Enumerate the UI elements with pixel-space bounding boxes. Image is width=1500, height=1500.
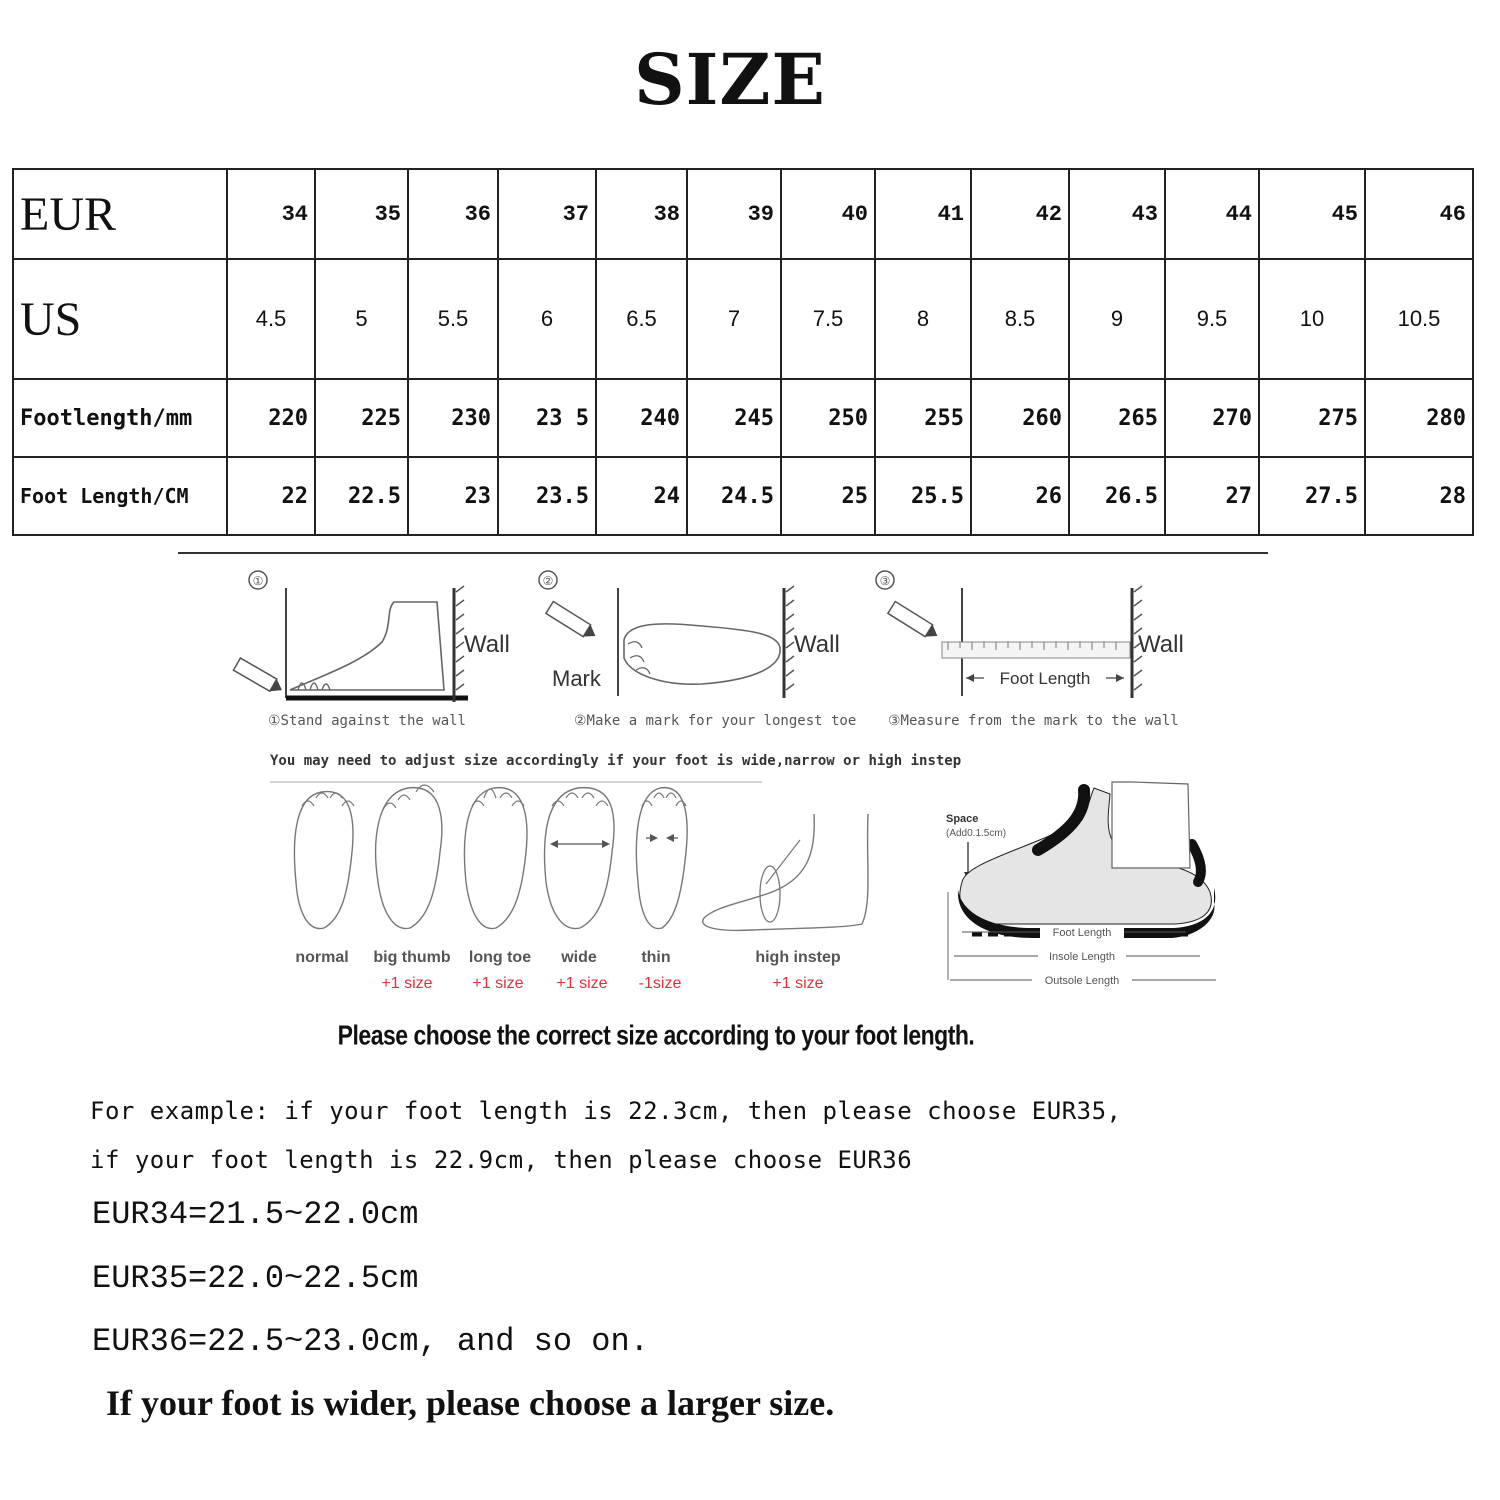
us-cell: 9 — [1069, 259, 1165, 379]
eur-cell: 45 — [1259, 169, 1365, 259]
foot-type-label: high instep — [755, 949, 841, 966]
insole-length-label: Insole Length — [1048, 951, 1116, 963]
outsole-length-label: Outsole Length — [1044, 975, 1120, 987]
step-1-number: ① — [252, 574, 264, 588]
foot-type-label: big thumb — [373, 949, 451, 966]
us-cell: 9.5 — [1165, 259, 1259, 379]
foot-cm-cell: 24.5 — [687, 457, 781, 535]
foot-length-label: Foot Length — [1052, 927, 1112, 939]
us-cell: 8.5 — [971, 259, 1069, 379]
step-3-foot-length-label: Foot Length — [999, 669, 1091, 688]
foot-cm-cell: 28 — [1365, 457, 1473, 535]
foot-mm-cell: 265 — [1069, 379, 1165, 457]
step-1-illustration — [233, 571, 509, 729]
foot-mm-cell: 270 — [1165, 379, 1259, 457]
step-2-mark-label: Mark — [552, 666, 601, 691]
us-cell: 5 — [315, 259, 408, 379]
eur-row — [13, 169, 1473, 259]
us-cell: 4.5 — [227, 259, 315, 379]
foot-type-high-instep — [703, 814, 868, 992]
size-equivalence: EUR36=22.5~23.0cm, and so on. — [92, 1323, 649, 1360]
foot-type-adjust: -1size — [638, 975, 682, 992]
us-cell: 10.5 — [1365, 259, 1473, 379]
foot-mm-cell: 240 — [596, 379, 687, 457]
size-table — [12, 168, 1474, 536]
eur-cell: 44 — [1165, 169, 1259, 259]
foot-type-label: normal — [295, 949, 349, 966]
foot-cm-cell: 24 — [596, 457, 687, 535]
foot-type-normal — [294, 792, 354, 966]
foot-type-label: wide — [561, 949, 597, 966]
page-title: SIZE — [634, 38, 826, 121]
foot-cm-cell: 25.5 — [875, 457, 971, 535]
foot-cm-cell: 22.5 — [315, 457, 408, 535]
foot-mm-row — [13, 379, 1473, 457]
eur-cell: 42 — [971, 169, 1069, 259]
us-cell: 5.5 — [408, 259, 498, 379]
foot-mm-cell: 280 — [1365, 379, 1473, 457]
foot-cm-row — [13, 457, 1473, 535]
step-1-caption: ①Stand against the wall — [268, 713, 466, 729]
eur-cell: 38 — [596, 169, 687, 259]
step-1-wall-label: Wall — [464, 631, 510, 658]
eur-cell: 35 — [315, 169, 408, 259]
foot-mm-cell: 260 — [971, 379, 1069, 457]
space-label: Space — [946, 813, 979, 825]
foot-type-big-thumb — [373, 785, 451, 992]
foot-mm-cell: 225 — [315, 379, 408, 457]
size-equivalence: EUR35=22.0~22.5cm — [92, 1260, 419, 1297]
foot-mm-cell: 23 5 — [498, 379, 596, 457]
step-2-wall-label: Wall — [794, 631, 840, 658]
eur-cell: 37 — [498, 169, 596, 259]
foot-cm-cell: 25 — [781, 457, 875, 535]
eur-cell: 39 — [687, 169, 781, 259]
wider-foot-note: If your foot is wider, please choose a larger size. — [106, 1383, 835, 1423]
eur-cell: 40 — [781, 169, 875, 259]
size-equivalence: EUR34=21.5~22.0cm — [92, 1196, 419, 1233]
foot-cm-cell: 26.5 — [1069, 457, 1165, 535]
foot-type-wide — [545, 788, 615, 992]
foot-type-adjust: +1 size — [472, 975, 524, 992]
eur-cell: 41 — [875, 169, 971, 259]
eur-cell: 46 — [1365, 169, 1473, 259]
us-cell: 10 — [1259, 259, 1365, 379]
shoe-diagram — [946, 782, 1216, 987]
foot-type-adjust: +1 size — [381, 975, 433, 992]
divider-line — [178, 552, 1268, 554]
choose-size-note: Please choose the correct size according to your foot length. — [337, 1019, 975, 1051]
us-cell: 6 — [498, 259, 596, 379]
step-3-number: ③ — [879, 574, 891, 588]
foot-mm-cell: 245 — [687, 379, 781, 457]
eur-cell: 43 — [1069, 169, 1165, 259]
foot-type-adjust: +1 size — [772, 975, 824, 992]
row-label-us: US — [13, 259, 227, 379]
foot-mm-cell: 220 — [227, 379, 315, 457]
foot-mm-cell: 250 — [781, 379, 875, 457]
example-line: For example: if your foot length is 22.3cm, then please choose EUR35, — [90, 1097, 1122, 1125]
foot-cm-cell: 22 — [227, 457, 315, 535]
space-note: (Add0.1.5cm) — [946, 828, 1007, 839]
eur-cell: 34 — [227, 169, 315, 259]
foot-cm-cell: 23.5 — [498, 457, 596, 535]
foot-mm-cell: 275 — [1259, 379, 1365, 457]
foot-type-adjust: +1 size — [556, 975, 608, 992]
step-2-caption: ②Make a mark for your longest toe — [574, 713, 857, 729]
step-2-illustration — [539, 571, 856, 729]
adjust-note: You may need to adjust size accordingly if your foot is wide,narrow or high instep — [270, 753, 962, 769]
foot-cm-cell: 26 — [971, 457, 1069, 535]
example-line: if your foot length is 22.9cm, then please choose EUR36 — [90, 1146, 913, 1174]
us-row — [13, 259, 1473, 379]
row-label-eur: EUR — [13, 169, 227, 259]
row-label-foot-cm: Foot Length/CM — [13, 457, 227, 535]
foot-type-thin — [636, 788, 687, 992]
foot-type-label: thin — [641, 949, 671, 966]
eur-cell: 36 — [408, 169, 498, 259]
us-cell: 8 — [875, 259, 971, 379]
step-3-wall-label: Wall — [1138, 631, 1184, 658]
foot-cm-cell: 27.5 — [1259, 457, 1365, 535]
foot-mm-cell: 255 — [875, 379, 971, 457]
step-3-illustration — [876, 571, 1184, 729]
step-3-caption: ③Measure from the mark to the wall — [888, 713, 1179, 729]
us-cell: 7 — [687, 259, 781, 379]
foot-mm-cell: 230 — [408, 379, 498, 457]
us-cell: 7.5 — [781, 259, 875, 379]
foot-cm-cell: 27 — [1165, 457, 1259, 535]
us-cell: 6.5 — [596, 259, 687, 379]
foot-type-long-toe — [464, 788, 531, 992]
foot-cm-cell: 23 — [408, 457, 498, 535]
foot-type-label: long toe — [468, 949, 532, 966]
step-2-number: ② — [542, 574, 554, 588]
row-label-foot-mm: Footlength/mm — [13, 379, 227, 457]
measure-guide — [232, 562, 1228, 1000]
